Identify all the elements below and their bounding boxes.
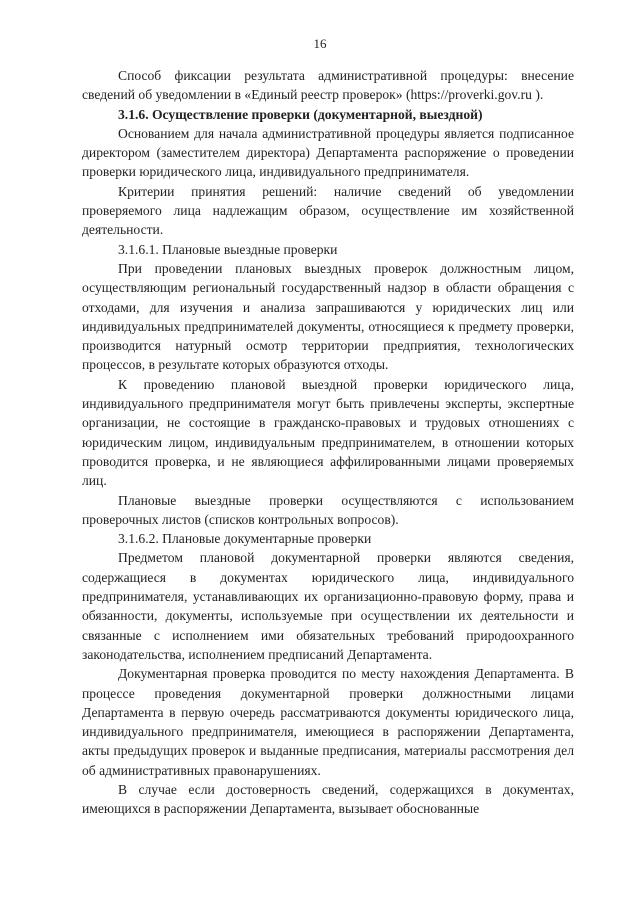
paragraph-reliability: В случае если достоверность сведений, содержащихся в документах, имеющихся в распоряжении Департамента, вызывает обоснованные bbox=[82, 781, 574, 817]
paragraph-documentary-subject: Предметом плановой документарной проверки являются сведения, содержащиеся в документах юридического лица, индивидуального предпринимателя, устанавливающих их организационно-правовую форму, права и обязанности, документы, используемые при осуществлении их деятельности и связанные с исполнением ими обязательных требований природоохранного законодательства, исполнением предписаний Департамента. bbox=[82, 550, 574, 662]
paragraph-onsite-inspection: При проведении плановых выездных проверок должностным лицом, осуществляющим региональный государственный надзор в области обращения с отходами, для изучения и анализа запрашиваются у юридических лиц или индивидуальных предпринимателей документы, относящиеся к предмету проверки, производится натурный осмотр территории предприятия, технологических процессов, в результате которых образуются отходы. bbox=[82, 260, 574, 373]
document-body bbox=[82, 66, 574, 819]
paragraph-fixation-method: Способ фиксации результата административной процедуры: внесение сведений об уведомлении в «Единый реестр проверок» (https://proverki.gov.ru ). bbox=[82, 68, 574, 103]
paragraph-checklists: Плановые выездные проверки осуществляются с использованием проверочных листов (списков контрольных вопросов). bbox=[82, 492, 574, 527]
section-heading-3-1-6: 3.1.6. Осуществление проверки (документарной, выездной) bbox=[118, 106, 483, 122]
paragraph-decision-criteria: Критерии принятия решений: наличие сведений об уведомлении проверяемого лица надлежащим образом, осуществление им хозяйственной деятельности. bbox=[82, 183, 574, 238]
paragraph-basis: Основанием для начала административной процедуры является подписанное директором (заместителем директора) Департамента распоряжение о проведении проверки юридического лица, индивидуального предпринимателя. bbox=[82, 125, 574, 180]
subsection-heading-3-1-6-2: 3.1.6.2. Плановые документарные проверки bbox=[118, 531, 372, 547]
subsection-heading-3-1-6-1: 3.1.6.1. Плановые выездные проверки bbox=[118, 241, 338, 257]
page-number: 16 bbox=[313, 36, 327, 51]
paragraph-experts: К проведению плановой выездной проверки юридического лица, индивидуального предпринимателя могут быть привлечены эксперты, экспертные организации, не состоящие в гражданско-правовых и трудовых отношениях с юридическим лицом, индивидуальным предпринимателем, в отношении которых проводится проверка, и не являющиеся аффилированными лицами проверяемых лиц. bbox=[82, 376, 574, 489]
paragraph-documentary-place: Документарная проверка проводится по месту нахождения Департамента. В процессе проведения документарной проверки должностными лицами Департамента в первую очередь рассматриваются документы юридического лица, индивидуального предпринимателя, имеющиеся в распоряжении Департамента, акты предыдущих проверок и выданные предписания, материалы рассмотрения дел об административных правонарушениях. bbox=[82, 666, 574, 778]
